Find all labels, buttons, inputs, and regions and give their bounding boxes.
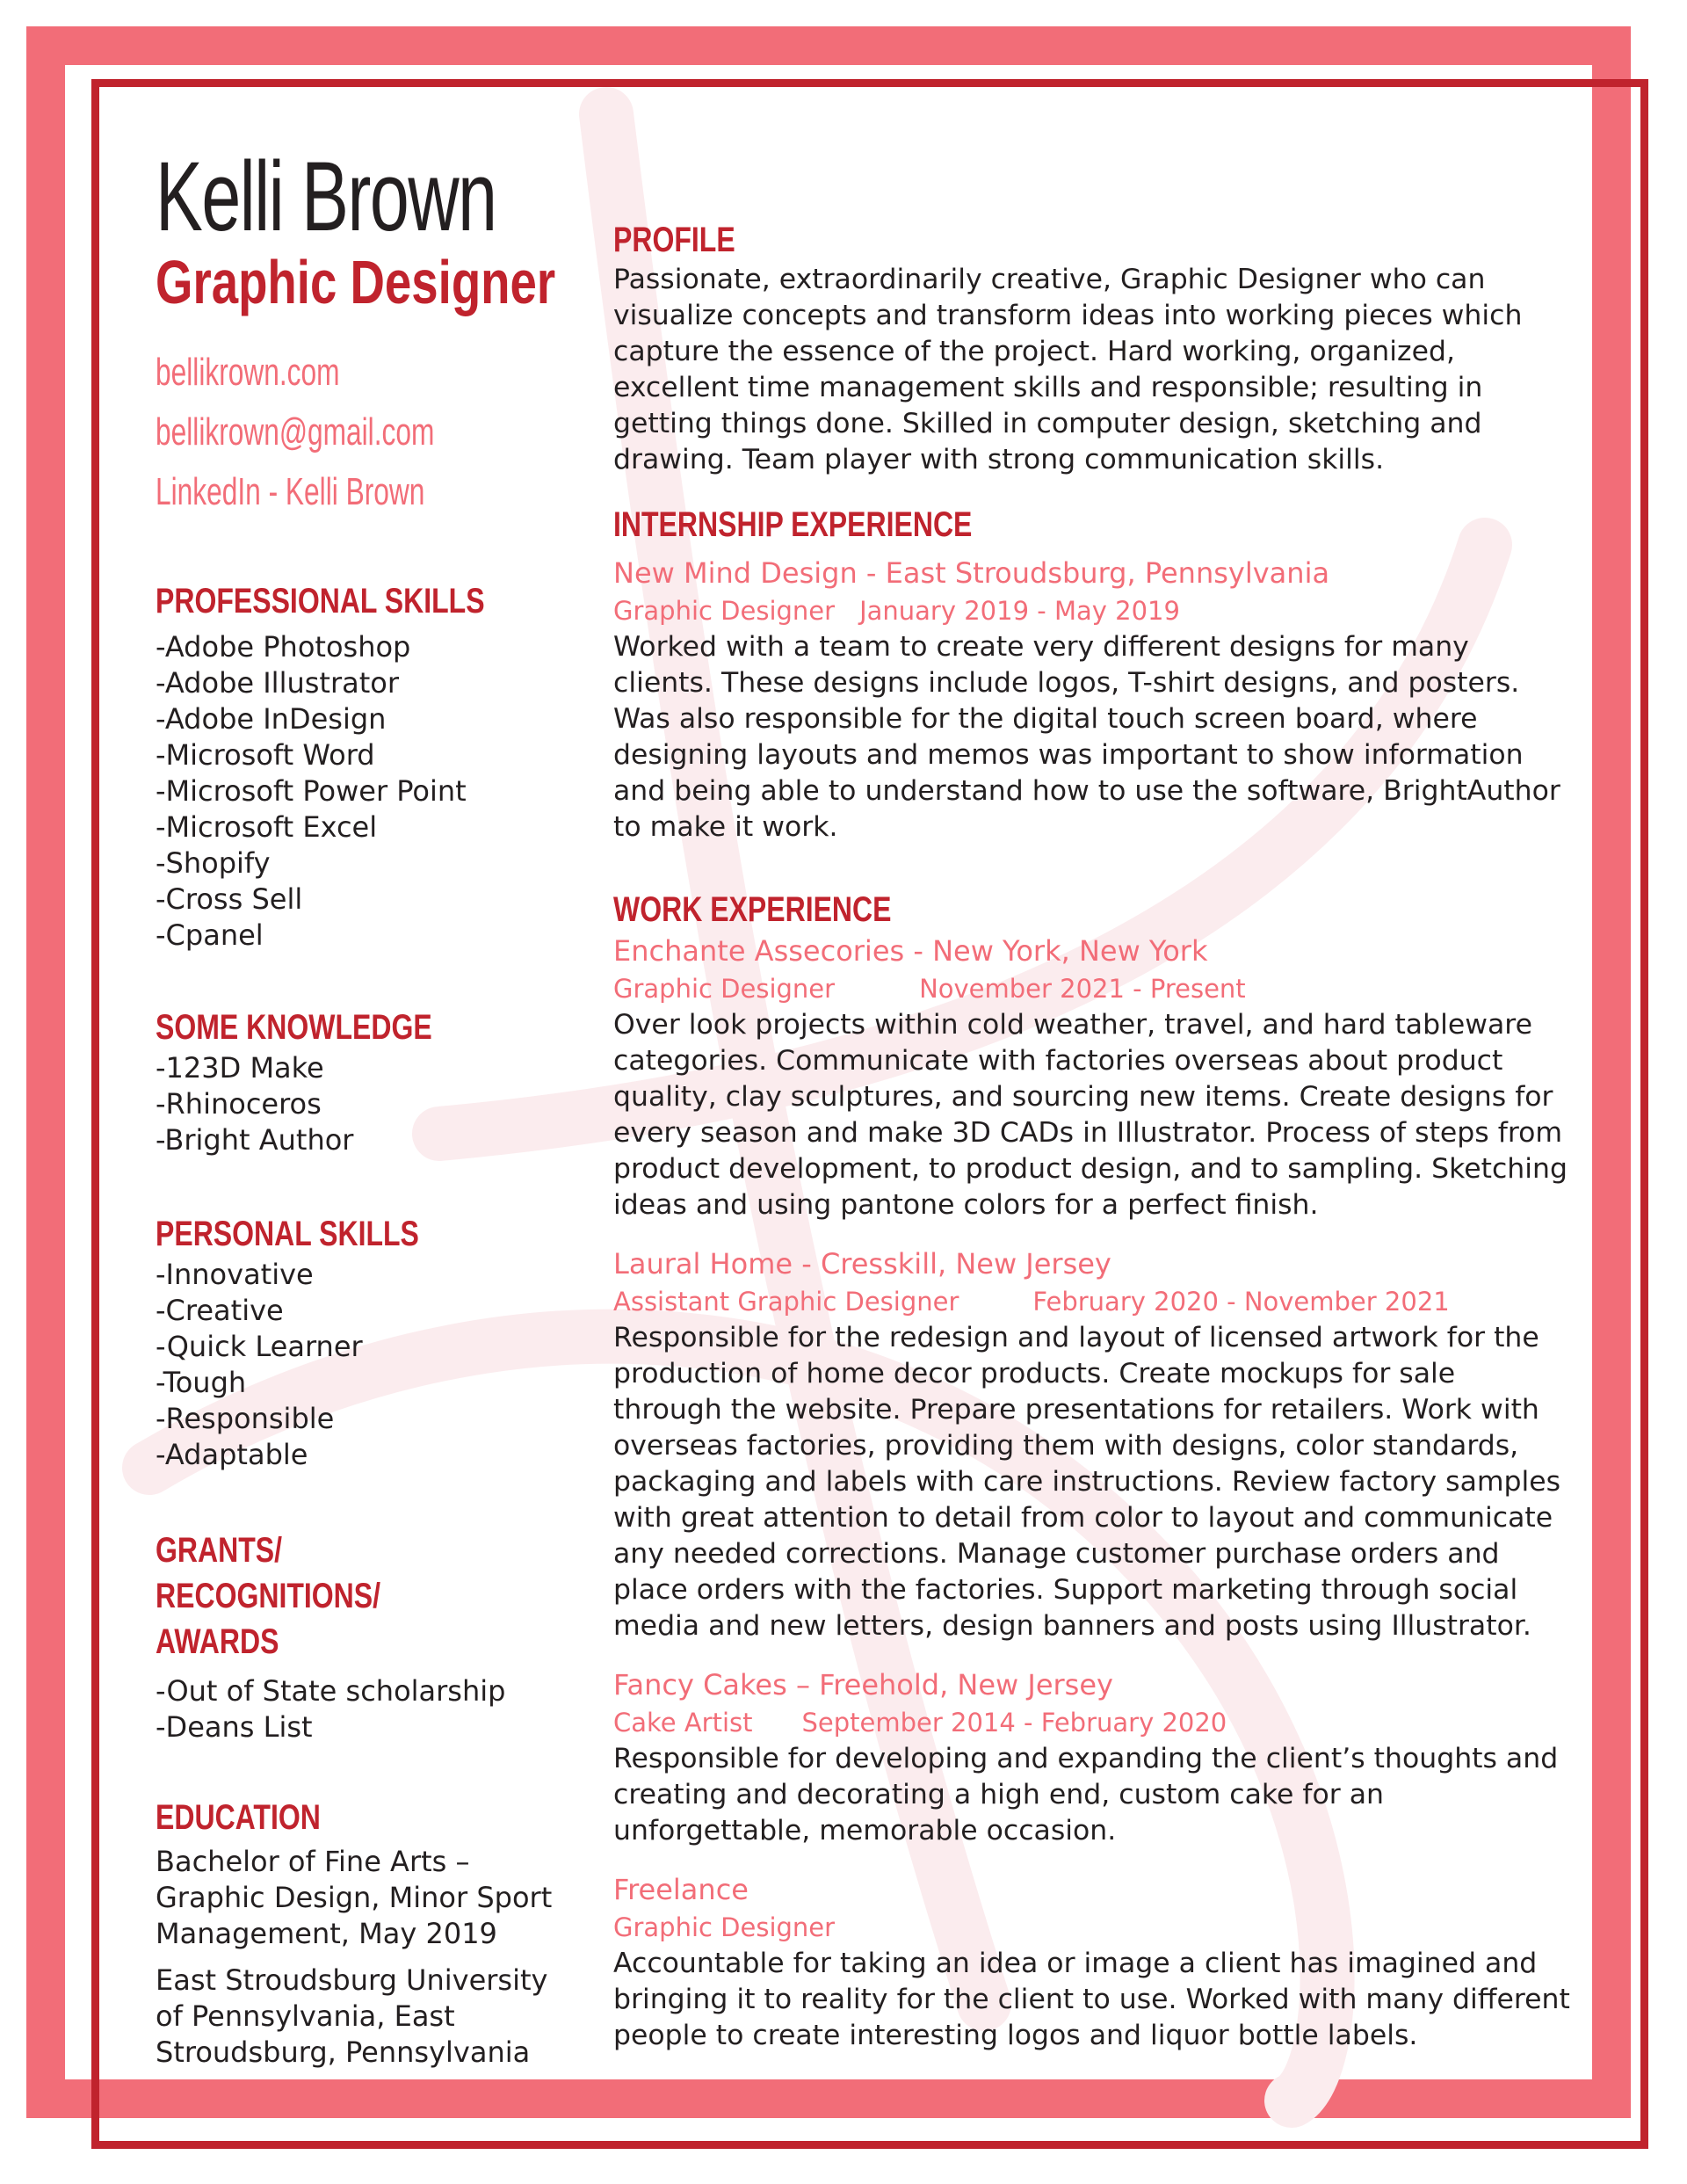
section-heading-line: AWARDS: [156, 1622, 279, 1661]
job-company: Fancy Cakes – Freehold, New Jersey: [613, 1668, 1113, 1701]
list-item: -Quick Learner: [156, 1330, 363, 1363]
list-item: -Creative: [156, 1294, 284, 1327]
job-entry: [613, 1244, 1571, 1644]
job-meta: [613, 592, 1571, 629]
list-item: -Deans List: [156, 1710, 313, 1744]
job-description: Over look projects within cold weather, travel, and hard tableware categories. Communicate with factories overseas about product quality, clay sculptures, and sourcing new items. Create designs for every season and make 3D CADs in Illustrator. Process of steps from product development, to product design, and to sampling. Sketching ideas and using pantone colors for a perfect finish.: [613, 1009, 1568, 1221]
linkedin-link[interactable]: LinkedIn - Kelli Brown: [156, 470, 425, 513]
list-item: -Cross Sell: [156, 882, 303, 916]
section-heading: PROFESSIONAL SKILLS: [156, 582, 485, 620]
candidate-name: Kelli Brown: [156, 141, 496, 251]
job-description: Responsible for developing and expanding the client’s thoughts and creating and decorating a high end, custom cake for an unforgettable, memorable occasion.: [613, 1743, 1559, 1847]
section-heading: PERSONAL SKILLS: [156, 1215, 419, 1253]
job-company: Freelance: [613, 1873, 749, 1906]
profile-section: [613, 218, 1571, 478]
list-item: -123D Make: [156, 1051, 324, 1085]
job-meta: [613, 970, 1571, 1007]
profile-text: Passionate, extraordinarily creative, Graphic Designer who can visualize concepts and transform ideas into working pieces which capture the essence of the project. Hard working, organized, excellent time management skills and responsible; resulting in getting things done. Skilled in computer design, sketching and drawing. Team player with strong communication skills.: [613, 264, 1523, 475]
job-description: Responsible for the redesign and layout of licensed artwork for the production of home decor products. Create mockups for sale through the website. Prepare presentations for retailers. Work with overseas factories, providing them with designs, color standards, packaging and labels with care instructions. Review factory samples with great attention to detail from color to layout and communicate any needed corrections. Manage customer purchase orders and place orders with the factories. Support marketing through social media and new letters, design banners and posts using Illustrator.: [613, 1322, 1561, 1642]
section-heading: EDUCATION: [156, 1798, 321, 1837]
list-item: -Adobe Illustrator: [156, 666, 399, 700]
section-heading-line: RECOGNITIONS/: [156, 1577, 381, 1615]
job-dates: September 2014 - February 2020: [801, 1708, 1227, 1738]
job-role: Graphic Designer: [613, 596, 836, 626]
list-item: -Adobe InDesign: [156, 702, 387, 736]
job-description: Worked with a team to create very different designs for many clients. These designs include logos, T-shirt designs, and posters. Was also responsible for the digital touch screen board, where designing layouts and memos was important to show information and being able to understand how to use the software, BrightAuthor to make it work.: [613, 631, 1560, 843]
job-entry: [613, 932, 1571, 1223]
work-section: [613, 888, 1571, 2054]
list-item: -Rhinoceros: [156, 1087, 322, 1121]
job-company: New Mind Design - East Stroudsburg, Pennsylvania: [613, 556, 1330, 590]
section-heading: SOME KNOWLEDGE: [156, 1008, 432, 1047]
job-dates: January 2019 - May 2019: [859, 596, 1180, 626]
internship-section: [613, 503, 1571, 845]
education-section: [156, 1795, 577, 2071]
main-content: [613, 218, 1571, 2054]
professional-skills-section: [156, 578, 577, 954]
job-entry: [613, 1665, 1571, 1849]
some-knowledge-section: [156, 1005, 577, 1158]
job-company: Laural Home - Cresskill, New Jersey: [613, 1247, 1111, 1281]
job-dates: November 2021 - Present: [919, 974, 1246, 1004]
job-dates: February 2020 - November 2021: [1032, 1287, 1450, 1317]
job-role: Graphic Designer: [613, 1912, 836, 1942]
job-role: Cake Artist: [613, 1708, 753, 1738]
list-item: -Tough: [156, 1366, 247, 1399]
list-item: -Adobe Photoshop: [156, 630, 411, 664]
job-role: Graphic Designer: [613, 974, 836, 1004]
job-meta: [613, 1283, 1571, 1320]
section-heading: INTERNSHIP EXPERIENCE: [613, 505, 973, 544]
job-company: Enchante Assecories - New York, New York: [613, 934, 1208, 968]
job-meta: [613, 1704, 1571, 1741]
list-item: -Adaptable: [156, 1438, 308, 1471]
sidebar: [156, 141, 577, 2071]
job-entry: [613, 1870, 1571, 2054]
list-item: -Shopify: [156, 846, 271, 880]
personal-skills-section: [156, 1211, 577, 1473]
list-item: -Microsoft Excel: [156, 810, 378, 844]
job-role: Assistant Graphic Designer: [613, 1287, 959, 1317]
list-item: -Out of State scholarship: [156, 1674, 506, 1708]
website-link[interactable]: bellikrown.com: [156, 351, 340, 394]
list-item: -Cpanel: [156, 918, 264, 952]
list-item: -Innovative: [156, 1258, 314, 1291]
list-item: -Responsible: [156, 1402, 335, 1435]
list-item: -Microsoft Power Point: [156, 774, 467, 808]
job-meta: [613, 1909, 1571, 1946]
list-item: -Bright Author: [156, 1123, 354, 1157]
education-degree: Bachelor of Fine Arts – Graphic Design, Minor Sport Management, May 2019: [156, 1845, 553, 1950]
section-heading: WORK EXPERIENCE: [613, 890, 892, 929]
section-heading: PROFILE: [613, 221, 735, 259]
candidate-title: Graphic Designer: [156, 248, 556, 316]
list-item: -Microsoft Word: [156, 738, 375, 772]
job-description: Accountable for taking an idea or image a client has imagined and bringing it to reality for the client to use. Worked with many different people to create interesting logos and liquor bottle labels.: [613, 1948, 1570, 2051]
email-link[interactable]: bellikrown@gmail.com: [156, 410, 435, 453]
education-school: East Stroudsburg University of Pennsylvania, East Stroudsburg, Pennsylvania: [156, 1963, 548, 2069]
awards-section: [156, 1527, 577, 1745]
section-heading-line: GRANTS/: [156, 1531, 282, 1570]
